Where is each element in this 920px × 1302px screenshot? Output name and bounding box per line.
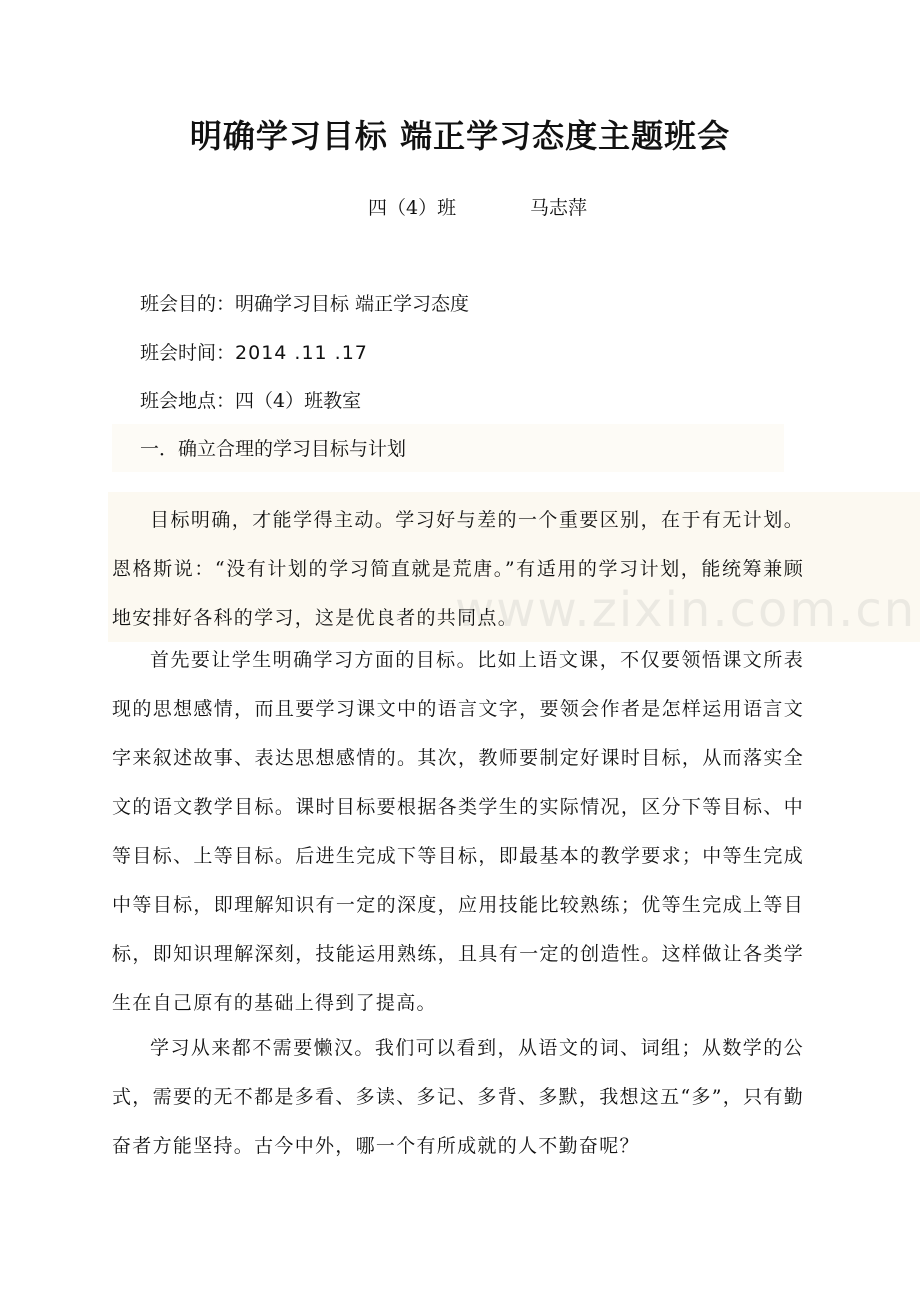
meta-location-value: 四（4）班教室 — [235, 390, 362, 412]
paragraph-goal-clarity: 目标明确，才能学得主动。学习好与差的一个重要区别，在于有无计划。恩格斯说：“没有计划的学习简直就是荒唐。”有适用的学习计划，能统筹兼顾地安排好各科的学习，这是优良者的共同点。 — [112, 509, 804, 629]
paragraph-diligence: 学习从来都不需要懒汉。我们可以看到，从语文的词、词组；从数学的公式，需要的无不都是多看、多读、多记、多背、多默，我想这五“多”，只有勤奋者方能坚持。古今中外，哪一个有所成就的人不勤奋呢？ — [112, 1037, 804, 1157]
section-heading: 一．确立合理的学习目标与计划 — [140, 438, 407, 460]
author-name: 马志萍 — [530, 197, 588, 219]
meta-location — [140, 386, 361, 416]
document-title: 明确学习目标 端正学习态度主题班会 — [189, 117, 731, 155]
class-name: 四（4）班 — [368, 197, 457, 219]
meta-purpose-label: 班会目的： — [140, 293, 236, 315]
meta-time — [140, 338, 368, 368]
meta-time-label: 班会时间： — [140, 342, 236, 364]
paragraph-teaching-goals: 首先要让学生明确学习方面的目标。比如上语文课，不仅要领悟课文所表现的思想感情，而且要学习课文中的语言文字，要领会作者是怎样运用语言文字来叙述故事、表达思想感情的。其次，教师要制定好课时目标，从而落实全文的语文教学目标。课时目标要根据各类学生的实际情况，区分下等目标、中等目标、上等目标。后进生完成下等目标，即最基本的教学要求；中等生完成中等目标，即理解知识有一定的深度，应用技能比较熟练；优等生完成上等目标，即知识理解深刻，技能运用熟练，且具有一定的创造性。这样做让各类学生在自己原有的基础上得到了提高。 — [112, 649, 804, 1014]
meta-time-value: 2014 .11 .17 — [235, 342, 368, 364]
meta-purpose — [140, 289, 469, 319]
meta-purpose-value: 明确学习目标 端正学习态度 — [235, 293, 470, 315]
meta-location-label: 班会地点： — [140, 390, 236, 412]
